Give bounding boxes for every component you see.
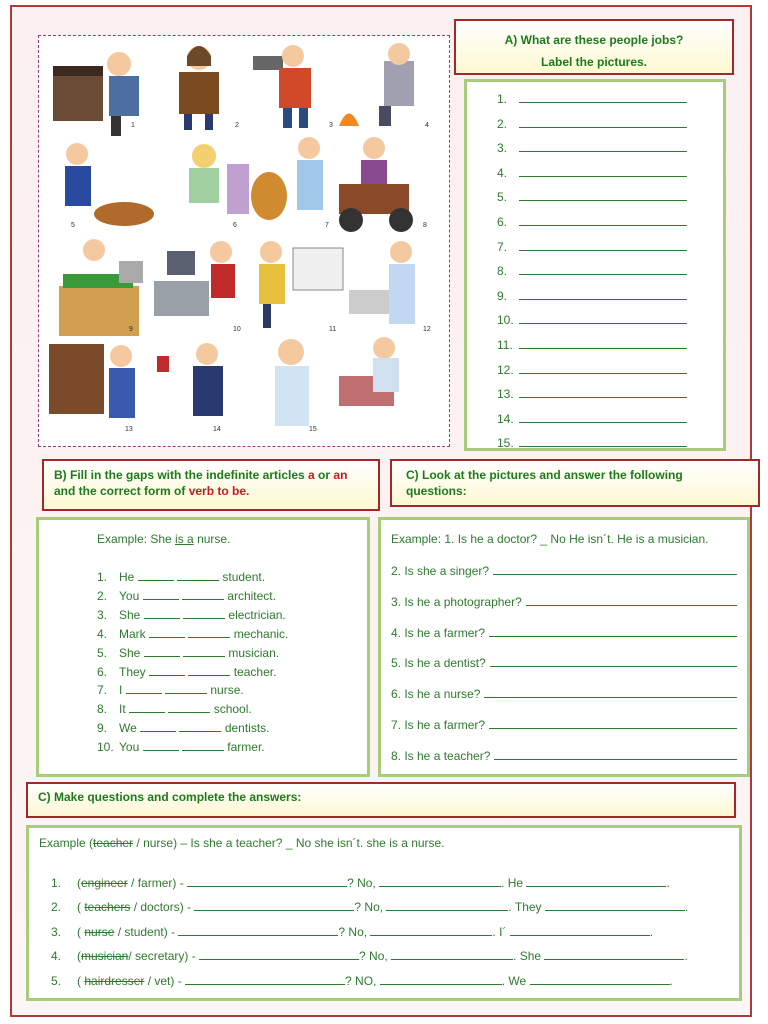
item-open: ( [77, 876, 81, 890]
answer-line-14[interactable] [497, 412, 687, 426]
answer-blank[interactable] [519, 117, 687, 128]
item-open: ( [77, 949, 81, 964]
pic-secretary [154, 241, 235, 316]
gap-item-3[interactable] [97, 608, 286, 622]
pic-hairdresser [189, 144, 249, 214]
make-question-4[interactable]: 4. (musician/ secretary) - ? No, . She . [51, 949, 688, 964]
answer-line-2[interactable] [497, 117, 687, 131]
item-job: / vet) - [144, 973, 186, 988]
pic-label-8: 8 [423, 222, 427, 229]
gap-noun: musician. [228, 645, 280, 660]
gap-noun: electrician. [228, 607, 286, 622]
answer-blank[interactable] [519, 92, 687, 103]
section-a-title: A) What are these people jobs? [504, 33, 684, 47]
item-open: ( [77, 900, 85, 915]
article-a: a [308, 468, 315, 482]
item-subject: . She [513, 949, 542, 964]
answer-number: 14. [497, 411, 514, 426]
gap-number: 9. [97, 721, 108, 736]
section-a-answers [464, 79, 726, 451]
correct-answer-blank[interactable] [544, 949, 684, 960]
answer-blank[interactable] [519, 363, 687, 374]
section-c1-example: Example: 1. Is he a doctor? _ No He isn´t. He is a musician. [391, 532, 709, 546]
item-number: 1. [51, 876, 62, 890]
answer-line-6[interactable] [497, 215, 687, 229]
make-question-3[interactable]: 3. ( nurse / student) - ? No, . I´ . [51, 924, 654, 939]
pic-waiter [157, 343, 223, 416]
item-open: ( [77, 924, 85, 939]
item-job: / secretary) - [128, 949, 200, 964]
question-text: 7. Is he a farmer? [391, 718, 486, 732]
gap-subject: They [119, 664, 146, 679]
pic-farmer [339, 137, 413, 232]
gap-subject: Mark [119, 626, 146, 641]
gap-blank-article[interactable] [177, 570, 219, 581]
gap-subject: He [119, 570, 135, 584]
gap-blank-verb[interactable] [144, 608, 180, 619]
answer-number: 5. [497, 190, 508, 205]
answer-number: 10. [497, 313, 514, 328]
item-job: / farmer) - [127, 876, 188, 890]
gap-subject: We [119, 721, 137, 736]
gap-item-8[interactable] [97, 702, 252, 716]
gap-blank-article[interactable] [179, 721, 221, 732]
negative-blank[interactable] [391, 949, 513, 960]
answer-line-7[interactable] [497, 240, 687, 254]
gap-noun: dentists. [224, 721, 270, 736]
section-b-text-2: and the correct form of [54, 484, 189, 498]
item-no: ? No, [347, 876, 380, 890]
question-text: 2. Is she a singer? [391, 564, 490, 578]
question-answer-blank[interactable] [494, 749, 737, 760]
gap-blank-article[interactable] [183, 608, 225, 619]
answer-number: 11. [497, 338, 513, 352]
answer-blank[interactable] [519, 215, 687, 226]
answer-blank[interactable] [519, 190, 687, 201]
gap-noun: farmer. [227, 740, 265, 755]
pic-label-13: 13 [125, 426, 133, 433]
section-b-or: or [314, 468, 334, 482]
make-question-5[interactable]: 5. ( hairdresser / vet) - ? NO, . We . [51, 973, 673, 988]
section-c1-title: C) Look at the pictures and answer the following questions: [406, 468, 683, 498]
section-c2-header [26, 782, 736, 818]
negative-blank[interactable] [379, 876, 501, 887]
question-answer-blank[interactable] [493, 564, 737, 575]
item-struck-job: teachers [84, 900, 131, 915]
section-a-header [454, 19, 734, 75]
answer-line-5[interactable] [497, 190, 687, 204]
section-b-box [36, 517, 370, 777]
question-answer-blank[interactable] [526, 595, 737, 606]
answer-line-11[interactable] [497, 338, 687, 352]
verb-to-be: verb to be. [188, 484, 250, 498]
gap-subject: She [119, 645, 141, 660]
pic-label-9: 9 [129, 326, 133, 333]
item-open: ( [77, 973, 85, 988]
gap-item-9[interactable] [97, 721, 270, 735]
pic-label-14: 14 [213, 426, 221, 433]
question-answer-blank[interactable] [489, 626, 737, 637]
gap-noun: student. [222, 570, 266, 584]
answer-number: 6. [497, 215, 508, 229]
gap-noun: nurse. [210, 683, 244, 698]
item-struck-job: hairdresser [84, 973, 145, 988]
worksheet-page [10, 5, 752, 1017]
pic-label-6: 6 [233, 222, 237, 229]
answer-number: 7. [497, 239, 508, 254]
answer-blank[interactable] [519, 264, 687, 275]
gap-number: 8. [97, 702, 108, 717]
section-b-text-1: B) Fill in the gaps with the indefinite articles [54, 468, 309, 482]
gap-blank-verb[interactable] [143, 589, 179, 600]
section-b-header [42, 459, 380, 511]
answer-number: 8. [497, 264, 508, 279]
question-answer-blank[interactable] [484, 687, 737, 698]
gap-blank-article[interactable] [168, 702, 210, 713]
gap-number: 7. [97, 683, 108, 698]
correct-answer-blank[interactable] [530, 974, 670, 985]
pic-vet [251, 137, 323, 220]
answer-blank[interactable] [519, 240, 687, 251]
gap-blank-article[interactable] [188, 627, 230, 638]
gap-blank-verb[interactable] [138, 570, 174, 581]
gap-blank-verb[interactable] [149, 627, 185, 638]
gap-item-6[interactable] [97, 665, 276, 679]
pic-doctor [349, 241, 415, 324]
question-blank[interactable] [178, 925, 338, 936]
pic-architect [259, 241, 343, 328]
pic-label-10: 10 [233, 326, 241, 333]
answer-number: 4. [497, 165, 508, 180]
negative-blank[interactable] [380, 974, 502, 985]
answer-line-12[interactable] [497, 363, 687, 377]
answer-line-13[interactable] [497, 387, 687, 401]
pic-label-3: 3 [329, 122, 333, 129]
question-2[interactable] [391, 564, 737, 578]
item-number: 2. [51, 900, 62, 915]
answer-blank[interactable] [519, 412, 687, 423]
answer-number: 13. [497, 387, 514, 402]
item-subject: . We [501, 973, 527, 988]
gap-noun: teacher. [233, 664, 277, 679]
answer-number: 2. [497, 116, 508, 131]
question-text: 5. Is he a dentist? [391, 656, 486, 671]
gap-blank-verb[interactable] [140, 721, 176, 732]
gap-blank-verb[interactable] [143, 740, 179, 751]
gap-subject: You [119, 588, 140, 603]
question-6[interactable] [391, 687, 737, 701]
pic-police [65, 143, 154, 226]
item-no: ? NO, [345, 973, 380, 988]
gap-item-2[interactable] [97, 589, 276, 603]
pic-singer [179, 46, 219, 130]
gap-item-7[interactable] [97, 683, 244, 697]
negative-blank[interactable] [370, 925, 492, 936]
gap-blank-article[interactable] [165, 683, 207, 694]
gap-number: 6. [97, 664, 108, 679]
pic-photographer [253, 45, 311, 128]
pic-dentist [339, 337, 399, 406]
question-answer-blank[interactable] [490, 656, 737, 667]
item-job: / student) - [114, 924, 179, 939]
gap-blank-verb[interactable] [126, 683, 162, 694]
item-struck-job: musician [81, 949, 129, 964]
gap-subject: It [119, 702, 126, 717]
pic-label-4: 4 [425, 122, 429, 129]
item-no: ? No, [338, 924, 371, 939]
gap-number: 5. [97, 645, 108, 660]
gap-item-1[interactable] [97, 570, 265, 584]
gap-number: 1. [97, 570, 108, 584]
question-text: 6. Is he a nurse? [391, 687, 481, 702]
question-text: 4. Is he a farmer? [391, 625, 486, 640]
answer-number: 1. [497, 92, 508, 106]
job-illustrations [39, 36, 449, 446]
answer-number: 3. [497, 141, 508, 156]
section-c2-box [26, 825, 742, 1001]
gap-number: 3. [97, 607, 108, 622]
pic-musician [53, 52, 139, 136]
section-c1-header [390, 459, 760, 507]
correct-answer-blank[interactable] [526, 876, 666, 887]
answer-blank[interactable] [519, 313, 687, 324]
gap-subject: I [119, 683, 123, 698]
gap-number: 2. [97, 588, 108, 603]
gap-noun: mechanic. [233, 626, 289, 641]
gap-item-10[interactable] [97, 740, 265, 754]
pictures-panel [38, 35, 450, 447]
pic-label-12: 12 [423, 326, 431, 333]
make-question-1[interactable]: 1. (engineer / farmer) - ? No, . He . [51, 876, 670, 890]
item-number: 3. [51, 924, 62, 939]
pic-firefighter [339, 43, 414, 126]
section-b-example: Example: She is a nurse. [97, 532, 231, 546]
gap-noun: school. [213, 702, 252, 717]
gap-blank-verb[interactable] [149, 665, 185, 676]
answer-line-3[interactable] [497, 141, 687, 155]
item-no: ? No, [354, 900, 387, 915]
pic-label-15: 15 [309, 426, 317, 433]
answer-number: 15. [497, 436, 514, 451]
gap-blank-article[interactable] [188, 665, 230, 676]
pic-label-11: 11 [329, 326, 337, 333]
item-no: ? No, [359, 949, 392, 964]
question-blank[interactable] [199, 949, 359, 960]
question-3[interactable] [391, 595, 737, 609]
section-c2-example: Example (teacher / nurse) – Is she a teacher? _ No she isn´t. she is a nurse. [39, 836, 445, 850]
pic-shop-assistant [59, 239, 143, 336]
gap-blank-verb[interactable] [129, 702, 165, 713]
gap-subject: She [119, 607, 141, 622]
item-struck-job: engineer [81, 876, 128, 890]
answer-line-10[interactable] [497, 313, 687, 327]
correct-answer-blank[interactable] [545, 900, 685, 911]
answer-blank[interactable] [519, 387, 687, 398]
item-subject: . I´ [492, 924, 507, 939]
pic-label-2: 2 [235, 122, 239, 129]
gap-blank-article[interactable] [182, 740, 224, 751]
question-5[interactable] [391, 656, 737, 670]
answer-line-1[interactable] [497, 92, 687, 106]
item-job: / doctors) - [130, 900, 195, 915]
question-text: 8. Is he a teacher? [391, 748, 491, 763]
section-c1-box [378, 517, 750, 777]
gap-number: 4. [97, 626, 108, 641]
question-text: 3. Is he a photographer? [391, 594, 522, 609]
gap-item-5[interactable] [97, 646, 279, 660]
answer-line-8[interactable] [497, 264, 687, 278]
article-an: an [333, 468, 348, 482]
negative-blank[interactable] [386, 900, 508, 911]
answer-blank[interactable] [519, 289, 687, 300]
item-number: 5. [51, 973, 62, 988]
answer-number: 9. [497, 288, 508, 303]
gap-noun: architect. [227, 588, 276, 603]
gap-blank-verb[interactable] [144, 646, 180, 657]
answer-blank[interactable] [519, 166, 687, 177]
pic-label-1: 1 [131, 122, 135, 129]
pic-nurse [275, 339, 309, 426]
answer-number: 12. [497, 362, 514, 377]
question-blank[interactable] [185, 974, 345, 985]
question-8[interactable] [391, 749, 737, 763]
correct-answer-blank[interactable] [510, 925, 650, 936]
item-struck-job: nurse [84, 924, 115, 939]
answer-blank[interactable] [519, 338, 687, 349]
item-number: 4. [51, 949, 62, 964]
answer-blank[interactable] [519, 436, 687, 447]
answer-line-15[interactable] [497, 436, 687, 450]
item-subject: . They [508, 900, 542, 915]
question-blank[interactable] [187, 876, 347, 887]
gap-item-4[interactable] [97, 627, 288, 641]
answer-line-4[interactable] [497, 166, 687, 180]
gap-subject: You [119, 740, 140, 755]
gap-blank-article[interactable] [182, 589, 224, 600]
gap-blank-article[interactable] [183, 646, 225, 657]
answer-blank[interactable] [519, 141, 687, 152]
item-subject: . He [501, 876, 524, 890]
pic-label-5: 5 [71, 222, 75, 229]
question-answer-blank[interactable] [489, 718, 737, 729]
section-c2-title: C) Make questions and complete the answers: [38, 790, 302, 804]
answer-line-9[interactable] [497, 289, 687, 303]
question-7[interactable] [391, 718, 737, 732]
question-4[interactable] [391, 626, 737, 640]
pic-teacher [49, 344, 135, 418]
pic-label-7: 7 [325, 222, 329, 229]
question-blank[interactable] [194, 900, 354, 911]
gap-number: 10. [97, 740, 114, 755]
make-question-2[interactable]: 2. ( teachers / doctors) - ? No, . They . [51, 900, 689, 915]
section-a-subtitle: Label the pictures. [540, 55, 648, 69]
